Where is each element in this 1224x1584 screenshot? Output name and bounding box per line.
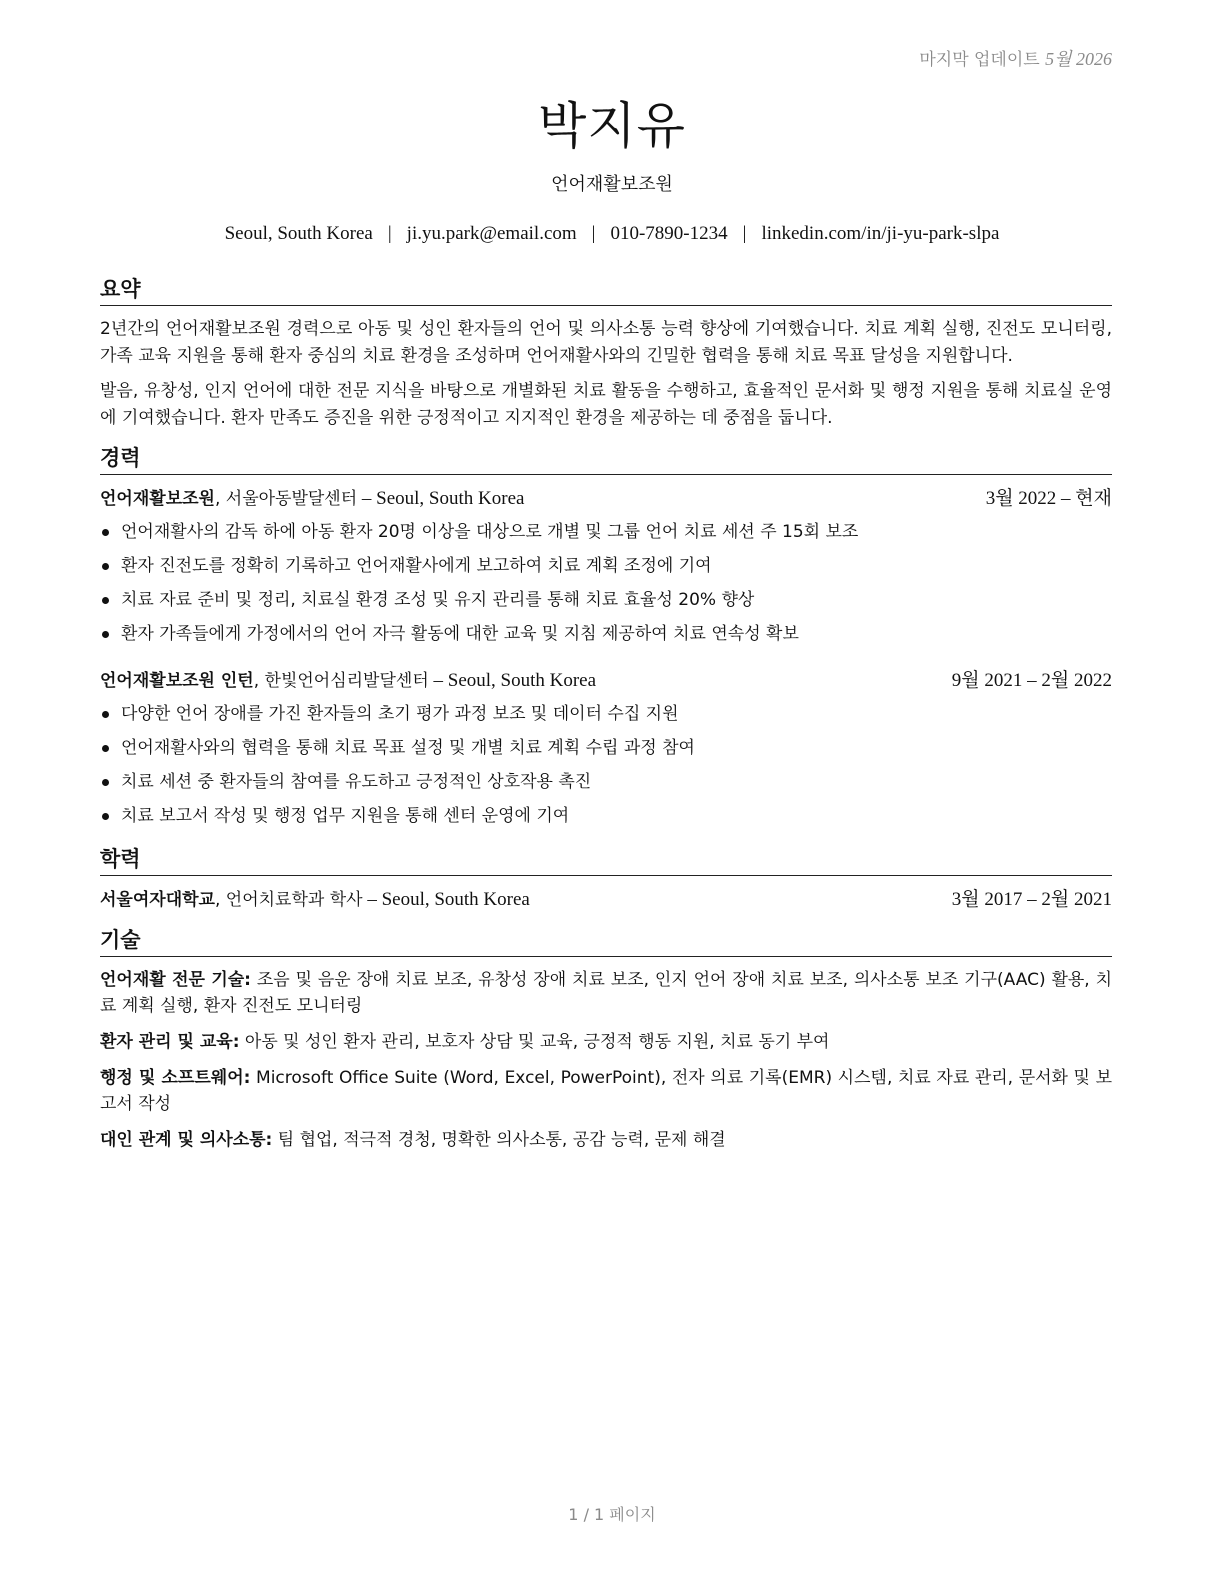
job-bullet-text: 치료 자료 준비 및 정리, 치료실 환경 조성 및 유지 관리를 통해 치료 효율성 20% 향상 (121, 590, 755, 610)
skill-label: 환자 관리 및 교육: (100, 1032, 240, 1052)
job-header (100, 667, 1112, 695)
job-entry (100, 667, 1112, 833)
contact-linkedin-link[interactable]: linkedin.com/in/ji-yu-park-slpa (761, 223, 1000, 244)
section-title-education: 학력 (100, 845, 1112, 876)
job-location: – Seoul, South Korea (428, 670, 597, 691)
job-bullet-text: 환자 진전도를 정확히 기록하고 언어재활사에게 보고하여 치료 계획 조정에 기여 (121, 556, 712, 576)
job-bullet-text: 치료 세션 중 환자들의 참여를 유도하고 긍정적인 상호작용 촉진 (121, 772, 592, 792)
candidate-role: 언어재활보조원 (551, 174, 673, 195)
job-entry (100, 485, 1112, 651)
resume-content (100, 275, 1112, 1165)
job-header (100, 485, 1112, 513)
last-updated (919, 45, 1112, 71)
bullet-dot-icon (102, 779, 109, 786)
job-bullet-text: 언어재활사의 감독 하에 아동 환자 20명 이상을 대상으로 개별 및 그룹 언어 치료 세션 주 15회 보조 (121, 522, 859, 542)
job-position: 언어재활보조원 (100, 489, 215, 509)
bullet-dot-icon (102, 563, 109, 570)
section-title-skills: 기술 (100, 926, 1112, 957)
job-organization: , 한빛언어심리발달센터 (253, 671, 429, 691)
job-bullet (100, 515, 1112, 549)
section-title-experience: 경력 (100, 444, 1112, 475)
job-title-line (100, 485, 524, 513)
last-updated-label: 마지막 업데이트 (919, 50, 1046, 70)
skill-label: 대인 관계 및 의사소통: (100, 1130, 273, 1150)
job-bullet-text: 환자 가족들에게 가정에서의 언어 자극 활동에 대한 교육 및 지침 제공하여 치료 연속성 확보 (121, 624, 799, 644)
last-updated-date: 5월 2026 (1045, 49, 1112, 69)
education-section (100, 845, 1112, 914)
job-bullet (100, 697, 1112, 731)
page-number: 1 / 1 페이지 (568, 1505, 656, 1524)
bullet-dot-icon (102, 813, 109, 820)
job-bullet-text: 다양한 언어 장애를 가진 환자들의 초기 평가 과정 보조 및 데이터 수집 지원 (121, 704, 679, 724)
bullet-dot-icon (102, 597, 109, 604)
education-location: – Seoul, South Korea (362, 889, 530, 910)
contact-phone: 010-7890-1234 (610, 223, 728, 244)
skill-item (100, 967, 1112, 1019)
bullet-dot-icon (102, 745, 109, 752)
summary-paragraph: 발음, 유창성, 인지 언어에 대한 전문 지식을 바탕으로 개별화된 치료 활동을 수행하고, 효율적인 문서화 및 행정 지원을 통해 치료실 운영에 기여했습니다. 환자 만족도 증진을 위한 긍정적이고 지지적인 환경을 제공하는 데 중점을 둡니다. (100, 381, 1112, 428)
job-bullet-text: 치료 보고서 작성 및 행정 업무 지원을 통해 센터 운영에 기여 (121, 806, 570, 826)
job-dates: 3월 2022 – 현재 (985, 488, 1112, 509)
education-degree: , 언어치료학과 학사 (214, 890, 363, 910)
contact-location: Seoul, South Korea (224, 223, 373, 244)
skill-text: 아동 및 성인 환자 관리, 보호자 상담 및 교육, 긍정적 행동 지원, 치료 동기 부여 (239, 1032, 830, 1052)
skill-item (100, 1065, 1112, 1117)
summary-section (100, 275, 1112, 432)
skill-label: 행정 및 소프트웨어: (100, 1068, 251, 1088)
job-bullet (100, 583, 1112, 617)
skill-text: 조음 및 음운 장애 치료 보조, 유창성 장애 치료 보조, 인지 언어 장애 치료 보조, 의사소통 보조 기구(AAC) 활용, 치료 계획 실행, 환자 진전도 모니터링 (100, 970, 1113, 1016)
skill-label: 언어재활 전문 기술: (100, 970, 251, 990)
job-bullets (100, 697, 1112, 833)
job-title-line (100, 667, 596, 695)
contact-separator: | (387, 223, 392, 244)
bullet-dot-icon (102, 631, 109, 638)
education-entry (100, 886, 1112, 914)
education-title-line (100, 886, 530, 914)
job-organization: , 서울아동발달센터 (214, 489, 358, 509)
job-bullet (100, 549, 1112, 583)
skill-item (100, 1029, 1112, 1055)
summary-paragraph: 2년간의 언어재활보조원 경력으로 아동 및 성인 환자들의 언어 및 의사소통 능력 향상에 기여했습니다. 치료 계획 실행, 진전도 모니터링, 가족 교육 지원을 통해 환자 중심의 치료 환경을 조성하며 언어재활사와의 긴밀한 협력을 통해 치료 목표 달성을 지원합니다. (100, 319, 1112, 366)
section-title-summary: 요약 (100, 275, 1112, 306)
skill-text: 팀 협업, 적극적 경청, 명확한 의사소통, 공감 능력, 문제 해결 (272, 1130, 726, 1150)
bullet-dot-icon (102, 529, 109, 536)
job-bullet (100, 731, 1112, 765)
contact-separator: | (591, 223, 596, 244)
education-school: 서울여자대학교 (100, 890, 215, 910)
job-bullet (100, 617, 1112, 651)
contact-separator: | (742, 223, 747, 244)
job-location: – Seoul, South Korea (357, 488, 525, 509)
skill-item (100, 1127, 1112, 1153)
education-dates: 3월 2017 – 2월 2021 (951, 889, 1112, 910)
contact-line (0, 223, 1224, 245)
job-bullet (100, 799, 1112, 833)
skill-text: Microsoft Office Suite (Word, Excel, PowerPoint), 전자 의료 기록(EMR) 시스템, 치료 자료 관리, 문서화 및 보고서 작성 (100, 1068, 1113, 1114)
job-position: 언어재활보조원 인턴 (100, 671, 254, 691)
contact-email-link[interactable]: ji.yu.park@email.com (406, 223, 577, 244)
experience-section (100, 444, 1112, 833)
job-bullets (100, 515, 1112, 651)
job-bullet-text: 언어재활사와의 협력을 통해 치료 목표 설정 및 개별 치료 계획 수립 과정 참여 (121, 738, 695, 758)
job-bullet (100, 765, 1112, 799)
skills-section (100, 926, 1112, 1153)
candidate-name: 박지유 (538, 97, 686, 155)
bullet-dot-icon (102, 711, 109, 718)
job-dates: 9월 2021 – 2월 2022 (951, 670, 1112, 691)
